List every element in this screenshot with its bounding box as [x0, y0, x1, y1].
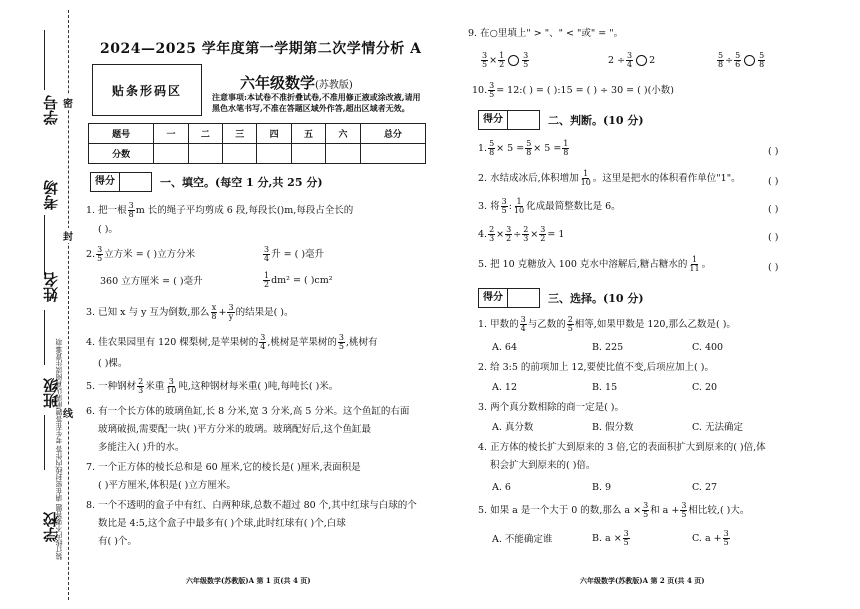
frac-num: 3 — [264, 245, 270, 254]
score-input[interactable] — [154, 144, 188, 164]
section1-header — [90, 172, 323, 192]
compare-circle[interactable] — [744, 55, 755, 66]
choice-1-option-a[interactable]: A. 64 — [492, 342, 517, 353]
q-text: 1. 甲数的 — [478, 319, 519, 330]
judge-3 — [478, 198, 621, 215]
judge-answer[interactable]: ( ) — [768, 204, 779, 215]
q4 — [86, 334, 378, 351]
judge-1 — [478, 140, 570, 157]
fraction — [623, 530, 630, 547]
fraction — [717, 52, 724, 69]
choice-5-option-b[interactable] — [592, 530, 631, 547]
q3 — [86, 304, 294, 321]
fraction — [723, 530, 730, 547]
choice-5-option-a[interactable]: A. 不能确定谁 — [492, 534, 553, 545]
frac-num: 3 — [97, 245, 103, 254]
q6-line3: 多能注入( )升的水。 — [98, 442, 185, 453]
frac-num: 1 — [583, 169, 589, 178]
choice-2-option-b[interactable]: B. 15 — [592, 382, 618, 393]
q-text: )m,每段占全长的 — [280, 205, 354, 216]
q8-line2: 数比是 4:5,这个盒子中最多有( )个球,此时红球有( )个,白球 — [98, 518, 346, 529]
frac-den: 5 — [723, 538, 729, 547]
section3-title: 三、选择。(10 分) — [548, 292, 644, 305]
fraction — [562, 140, 569, 157]
fraction — [488, 226, 495, 243]
compare-circle[interactable] — [508, 55, 519, 66]
frac-den: 8 — [563, 148, 569, 157]
choice-3-option-c[interactable]: C. 无法确定 — [692, 422, 743, 433]
q1-cont: ( )。 — [98, 224, 118, 235]
choice-4-option-c[interactable]: C. 27 — [692, 482, 718, 493]
q-text: 米重 — [145, 381, 165, 392]
q-text: C. a + — [692, 533, 722, 544]
fraction — [688, 256, 700, 273]
frac-num: 3 — [501, 197, 507, 206]
score-input[interactable] — [291, 144, 325, 164]
fraction — [522, 226, 529, 243]
binding-strip — [0, 0, 80, 609]
section2-scorebox — [478, 110, 540, 130]
frac-num: 3 — [168, 377, 174, 386]
frac-den: 8 — [718, 60, 724, 69]
fraction — [513, 198, 525, 215]
q2-c: 360 立方厘米 = ( )毫升 — [100, 276, 203, 287]
frac-den: 5 — [338, 342, 344, 351]
q-text: × 5 = — [496, 143, 525, 154]
frac-den: 4 — [264, 254, 270, 263]
q-text: = 1 — [547, 229, 565, 240]
q-text: × — [530, 229, 539, 240]
q6-line1: 6. 有一个长方体的玻璃鱼缸,长 8 分米,宽 3 分米,高 5 分米。这个鱼缸的右面 — [86, 406, 410, 417]
choice-2: 2. 给 3:5 的前项加上 12,要使比值不变,后项应加上( )。 — [478, 362, 714, 373]
score-input[interactable] — [326, 144, 360, 164]
fraction — [539, 226, 546, 243]
choice-1-option-c[interactable]: C. 400 — [692, 342, 724, 353]
q-text: 升 = ( )毫升 — [271, 249, 325, 260]
frac-den: 8 — [526, 148, 532, 157]
score-table — [88, 123, 426, 164]
frac-num: 3 — [540, 225, 546, 234]
section3-header — [478, 288, 644, 308]
fraction — [263, 272, 270, 289]
choice-5-option-c[interactable] — [692, 530, 731, 547]
frac-num: 3 — [506, 225, 512, 234]
fraction — [263, 246, 270, 263]
frac-den: 8 — [489, 148, 495, 157]
frac-den: 4 — [627, 60, 633, 69]
footer-right: 六年级数学(苏教版)A 第 2 页(共 4 页) — [580, 576, 705, 585]
frac-den: 5 — [97, 254, 103, 263]
judge-2 — [478, 170, 741, 187]
frac-den: 5 — [501, 206, 507, 215]
fraction — [642, 502, 649, 519]
exam-notice: 注意事项:本试卷不准折叠试卷,不准用修正液或涂改液,请用黑色水笔书写,不准在答题区域外作答,超出区域者无效。 — [212, 92, 421, 113]
q-text: 5. 如果 a 是一个大于 0 的数,那么 a × — [478, 505, 642, 516]
fraction — [338, 334, 345, 351]
frac-num: 3 — [643, 501, 649, 510]
q-text: × 5 = — [533, 143, 562, 154]
fraction — [567, 316, 574, 333]
q-text: 5. 一种钢材 — [86, 381, 137, 392]
q-text: 1. — [478, 143, 488, 154]
frac-num: 5 — [489, 139, 495, 148]
q8-line3: 有( )个。 — [98, 536, 137, 547]
frac-num: 5 — [526, 139, 532, 148]
q-text: 与乙数的 — [527, 319, 566, 330]
q-text: B. a × — [592, 533, 622, 544]
score-blank[interactable] — [119, 173, 151, 191]
frac-den: 3 — [489, 234, 495, 243]
frac-den: 2 — [506, 234, 512, 243]
choice-1-option-b[interactable]: B. 225 — [592, 342, 624, 353]
frac-num: x — [211, 303, 217, 312]
frac-num: 1 — [691, 255, 698, 264]
choice-2-option-c[interactable]: C. 20 — [692, 382, 718, 393]
score-cell: 总分 — [360, 124, 425, 144]
q6-line2: 玻璃破损,需要配一块( )平方分米的玻璃。玻璃配好后,这个鱼缸最 — [98, 424, 371, 435]
q-text: m 长的绳子平均剪成 6 段,每段长( — [135, 205, 281, 216]
choice-3-option-b[interactable]: B. 假分数 — [592, 422, 634, 433]
frac-num: 2 — [567, 315, 573, 324]
choice-3: 3. 两个真分数相除的商一定是( )。 — [478, 402, 625, 413]
q10 — [472, 82, 674, 99]
frac-num: 3 — [338, 333, 344, 342]
frac-num: 2 — [489, 225, 495, 234]
q-text: ÷ — [725, 55, 734, 66]
q-text: ÷ — [513, 229, 522, 240]
label-exam-room: 考场 — [42, 180, 60, 210]
frac-num: 3 — [723, 529, 729, 538]
score-input[interactable] — [257, 144, 291, 164]
frac-num: 3 — [623, 529, 629, 538]
q2-d — [262, 272, 333, 289]
q9-a — [480, 52, 530, 69]
choice-4-option-a[interactable]: A. 6 — [492, 482, 511, 493]
q-text: 和 a + — [650, 505, 680, 516]
q-text: 吨,这种钢材每米重( )吨,每吨长( )米。 — [178, 381, 339, 392]
frac-num: 3 — [128, 201, 134, 210]
seal-char-mi: 密 — [63, 95, 73, 110]
fraction — [734, 52, 741, 69]
footer-left: 六年级数学(苏教版)A 第 1 页(共 4 页) — [186, 576, 311, 585]
score-label: 得分 — [483, 292, 503, 303]
choice-2-option-a[interactable]: A. 12 — [492, 382, 517, 393]
frac-num: 3 — [482, 51, 488, 60]
frac-den: 5 — [623, 538, 629, 547]
score-label: 得分 — [95, 176, 115, 187]
frac-den: 5 — [681, 510, 687, 519]
q-text: ,桃树有 — [346, 337, 378, 348]
frac-den: 5 — [482, 60, 488, 69]
q9-b — [608, 52, 655, 69]
q1 — [86, 202, 353, 219]
score-cell: 四 — [257, 124, 291, 144]
choice-5 — [478, 502, 749, 519]
frac-num: 5 — [759, 51, 765, 60]
q2-a — [86, 246, 195, 263]
q-text: + — [218, 307, 227, 318]
q-text: : — [508, 201, 512, 212]
score-cell: 一 — [154, 124, 188, 144]
q-text: 5. 把 10 克糖放入 100 克水中溶解后,糖占糖水的 — [478, 259, 688, 270]
frac-num: 2 — [523, 225, 529, 234]
q-text: 4. — [478, 229, 488, 240]
q2-b — [262, 246, 324, 263]
frac-den: 3 — [523, 234, 529, 243]
q-text: = 12:( ) = ( ):15 = ( ) ÷ 30 = ( )(小数) — [496, 85, 674, 96]
q-text: 2 — [649, 55, 656, 66]
frac-num: 3 — [627, 51, 633, 60]
frac-den: 2 — [540, 234, 546, 243]
score-cell: 题号 — [89, 124, 154, 144]
frac-den: 5 — [643, 510, 649, 519]
seal-char-xian: 线 — [63, 405, 73, 420]
frac-den: 5 — [567, 324, 573, 333]
q7-line1: 7. 一个正方体的棱长总和是 60 厘米,它的棱长是( )厘米,表面积是 — [86, 462, 361, 473]
binding-notice: 装订线内不要答题 请在密封线内作答 考生在答题前请认真阅读注意事项 — [55, 338, 63, 560]
fraction — [259, 334, 266, 351]
judge-5 — [478, 256, 711, 273]
frac-den: 8 — [128, 210, 134, 219]
q7-line2: ( )平方厘米,体积是( )立方厘米。 — [98, 480, 236, 491]
frac-num: 1 — [264, 271, 270, 280]
score-input[interactable] — [360, 144, 425, 164]
student-id-line — [44, 30, 45, 90]
choice-1 — [478, 316, 736, 333]
frac-num: 1 — [499, 51, 505, 60]
judge-answer[interactable]: ( ) — [768, 232, 779, 243]
score-table-score-row — [89, 144, 426, 164]
q-text: 的结果是( )。 — [235, 307, 294, 318]
label-class: 班级 — [42, 378, 60, 408]
q-text: 相比较,( )大。 — [688, 505, 750, 516]
score-blank[interactable] — [507, 289, 539, 307]
q-text: 2. — [86, 249, 96, 260]
name-line — [44, 310, 45, 365]
fraction — [580, 170, 592, 187]
q-text: 2. 水结成冰后,体积增加 — [478, 173, 579, 184]
section3-scorebox — [478, 288, 540, 308]
fraction — [505, 226, 512, 243]
frac-den: 8 — [211, 312, 217, 321]
score-label: 得分 — [483, 114, 503, 125]
fraction — [488, 82, 495, 99]
q-text: 10. — [472, 85, 488, 96]
frac-den: 6 — [735, 60, 741, 69]
fraction — [165, 378, 177, 395]
q-text: 。这里是把水的体积看作单位"1"。 — [592, 173, 741, 184]
q-text: 3. 将 — [478, 201, 500, 212]
score-cell: 二 — [188, 124, 222, 144]
frac-num: 3 — [260, 333, 266, 342]
judge-4 — [478, 226, 564, 243]
exam-title: 2024—2025 学年度第一学期第二次学情分析 A — [100, 41, 422, 57]
label-student-id: 学号 — [42, 95, 60, 125]
frac-den: 5 — [489, 90, 495, 99]
frac-den: 10 — [580, 178, 591, 187]
frac-den: 3 — [138, 386, 144, 395]
compare-circle[interactable] — [636, 55, 647, 66]
q-text: 。 — [701, 259, 712, 270]
label-school: 学校 — [42, 512, 60, 542]
q-text: ,桃树是苹果树的 — [267, 337, 337, 348]
judge-answer[interactable]: ( ) — [768, 262, 779, 273]
q-text: 相等,如果甲数是 120,那么乙数是( )。 — [574, 319, 736, 330]
q-text: 化成最简整数比是 6。 — [526, 201, 621, 212]
frac-num: 5 — [735, 51, 741, 60]
score-input[interactable] — [223, 144, 257, 164]
score-cell: 三 — [223, 124, 257, 144]
q-text: 1. 把一根 — [86, 205, 127, 216]
fraction — [626, 52, 633, 69]
section2-title: 二、判断。(10 分) — [548, 114, 644, 127]
class-line — [44, 415, 45, 470]
fraction — [680, 502, 687, 519]
score-cell: 分数 — [89, 144, 154, 164]
fraction — [481, 52, 488, 69]
q-text: × — [496, 229, 505, 240]
q-text: 3. 已知 x 与 y 互为倒数,那么 — [86, 307, 210, 318]
score-table-header-row — [89, 124, 426, 144]
section1-title: 一、填空。(每空 1 分,共 25 分) — [160, 176, 323, 189]
fraction — [520, 316, 527, 333]
frac-num: 3 — [228, 303, 234, 312]
choice-3-option-a[interactable]: A. 真分数 — [492, 422, 534, 433]
score-cell: 六 — [326, 124, 360, 144]
frac-num: 1 — [516, 197, 522, 206]
judge-answer[interactable]: ( ) — [768, 146, 779, 157]
q4-cont: ( )棵。 — [98, 358, 128, 369]
fraction — [128, 202, 135, 219]
subject-edition: (苏教版) — [315, 80, 353, 91]
frac-num: 5 — [718, 51, 724, 60]
subject-title — [240, 72, 353, 93]
frac-den: 11 — [689, 264, 700, 273]
q5 — [86, 378, 338, 395]
frac-den: 2 — [499, 60, 505, 69]
frac-den: 8 — [759, 60, 765, 69]
frac-num: 3 — [520, 315, 526, 324]
seal-char-feng: 封 — [63, 228, 73, 243]
q-text: 立方米 = ( )立方分米 — [104, 249, 196, 260]
judge-answer[interactable]: ( ) — [768, 176, 779, 187]
q9: 9. 在○里填上" > "、" < "或" = "。 — [468, 28, 624, 39]
frac-num: 2 — [138, 377, 144, 386]
frac-den: 10 — [513, 206, 525, 215]
choice-4-line1: 4. 正方体的棱长扩大到原来的 3 倍,它的表面积扩大到原来的( )倍,体 — [478, 442, 766, 453]
section2-header — [478, 110, 644, 130]
label-name: 姓名 — [42, 272, 60, 302]
frac-num: 1 — [563, 139, 569, 148]
q-text: 4. 佳农果园里有 120 棵梨树,是苹果树的 — [86, 337, 259, 348]
fraction — [137, 378, 144, 395]
barcode-area: 贴条形码区 — [92, 64, 202, 116]
frac-num: 3 — [489, 81, 495, 90]
subject-name: 六年级数学 — [240, 74, 316, 92]
fraction — [488, 140, 495, 157]
q-text: 2 ÷ — [608, 55, 626, 66]
fraction — [227, 304, 234, 321]
section1-scorebox — [90, 172, 152, 192]
score-input[interactable] — [188, 144, 222, 164]
q-text: dm² = ( )cm² — [271, 275, 333, 286]
fraction — [525, 140, 532, 157]
fraction — [501, 198, 508, 215]
score-cell: 五 — [291, 124, 325, 144]
fraction — [758, 52, 765, 69]
frac-den: y — [228, 312, 234, 321]
frac-den: 4 — [260, 342, 266, 351]
fraction — [522, 52, 529, 69]
exam-room-line — [44, 215, 45, 275]
frac-den: 5 — [523, 60, 529, 69]
fraction — [210, 304, 217, 321]
frac-den: 4 — [520, 324, 526, 333]
q9-c — [716, 52, 766, 69]
q8-line1: 8. 一个不透明的盒子中有红、白两种球,总数不超过 80 个,其中红球与白球的个 — [86, 500, 417, 511]
score-blank[interactable] — [507, 111, 539, 129]
fraction — [96, 246, 103, 263]
choice-4-line2: 积会扩大到原来的( )倍。 — [490, 460, 596, 471]
frac-num: 3 — [523, 51, 529, 60]
frac-den: 2 — [264, 280, 270, 289]
frac-num: 3 — [681, 501, 687, 510]
fraction — [498, 52, 505, 69]
choice-4-option-b[interactable]: B. 9 — [592, 482, 612, 493]
frac-den: 10 — [166, 386, 177, 395]
q-text: × — [489, 55, 498, 66]
